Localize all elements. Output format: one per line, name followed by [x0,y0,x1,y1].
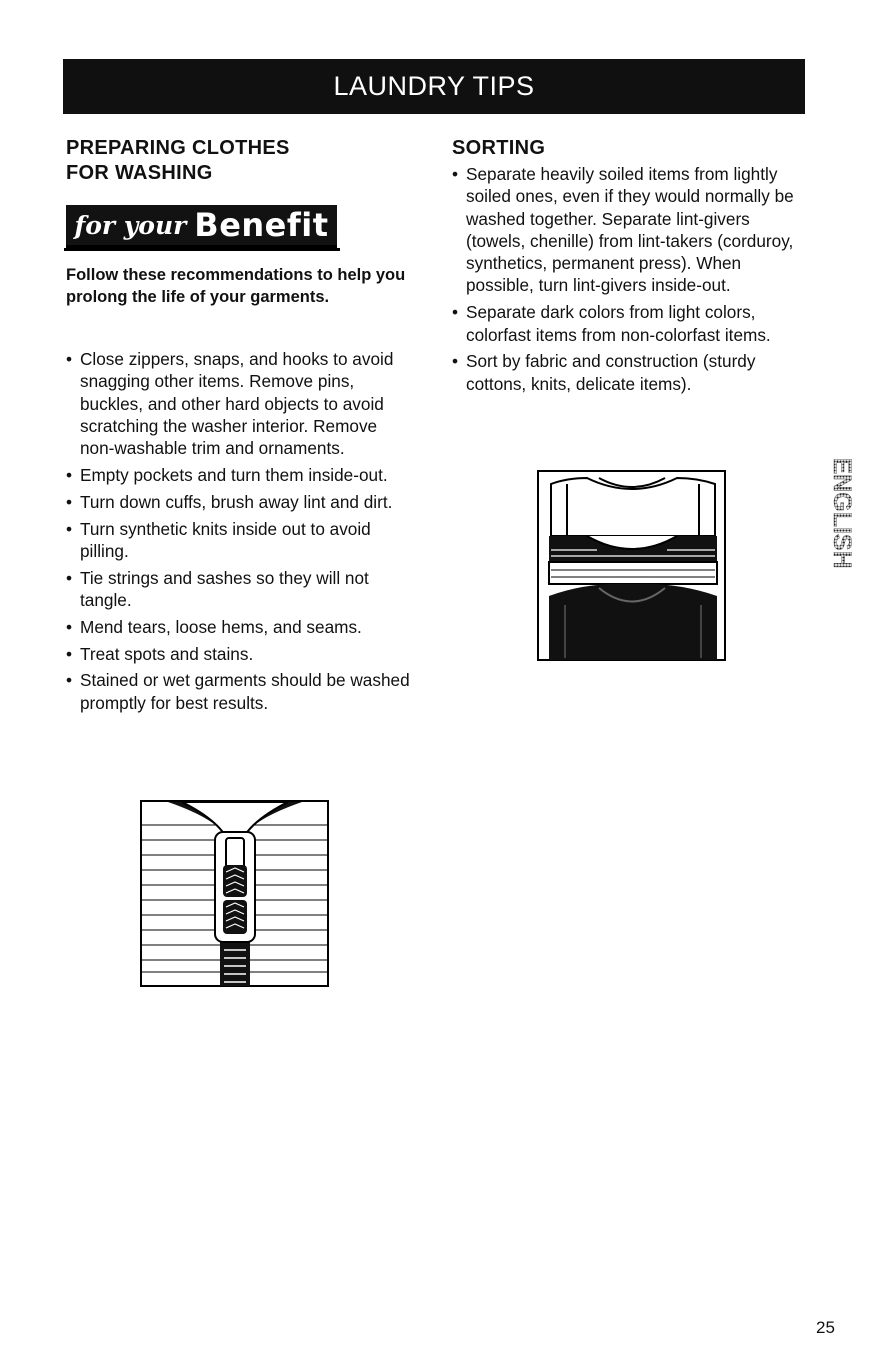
page-header-bar [63,59,805,114]
list-item: • Separate heavily soiled items from lightly soiled ones, even if they would normally be washed together. Separate lint-givers (towels, chenille) from lint-takers (corduroy, synthetics, permanent press). When possible, turn lint-givers inside-out. [452,163,810,297]
section-heading-sorting: SORTING [452,137,546,159]
heading-line-2: FOR WASHING [66,162,213,184]
sorted-clothes-illustration [537,470,727,662]
list-item: • Treat spots and stains. [66,643,416,665]
intro-text: Follow these recommendations to help you prolong the life of your garments. [66,266,406,306]
list-item: • Tie strings and sashes so they will not tangle. [66,567,416,612]
list-item: • Sort by fabric and construction (sturdy cottons, knits, delicate items). [452,350,810,395]
svg-text:ENGLISH: ENGLISH [828,457,856,569]
list-item: • Turn synthetic knits inside out to avoid pilling. [66,518,416,563]
sorting-bullet-list [452,163,810,399]
page-title: LAUNDRY TIPS [333,71,535,101]
section-heading-preparing [66,136,290,186]
language-tab-icon [820,418,856,608]
zipper-illustration [140,800,330,988]
preparing-bullet-list [66,348,416,718]
list-item: • Mend tears, loose hems, and seams. [66,616,416,638]
badge-for-your-text: for your [74,210,187,240]
list-item: • Empty pockets and turn them inside-out. [66,464,416,486]
for-your-benefit-badge [66,205,337,248]
list-item: • Close zippers, snaps, and hooks to avoid snagging other items. Remove pins, buckles, and other hard objects to avoid scratching the washer interior. Remove non-washable trim and ornaments. [66,348,416,459]
badge-underline [64,248,340,251]
list-item: • Separate dark colors from light colors, colorfast items from non-colorfast items. [452,301,810,346]
heading-line-1: PREPARING CLOTHES [66,137,290,159]
list-item: • Stained or wet garments should be washed promptly for best results. [66,669,416,714]
page-number: 25 [816,1318,835,1337]
list-item: • Turn down cuffs, brush away lint and dirt. [66,491,416,513]
badge-benefit-text: Benefit [194,206,329,244]
